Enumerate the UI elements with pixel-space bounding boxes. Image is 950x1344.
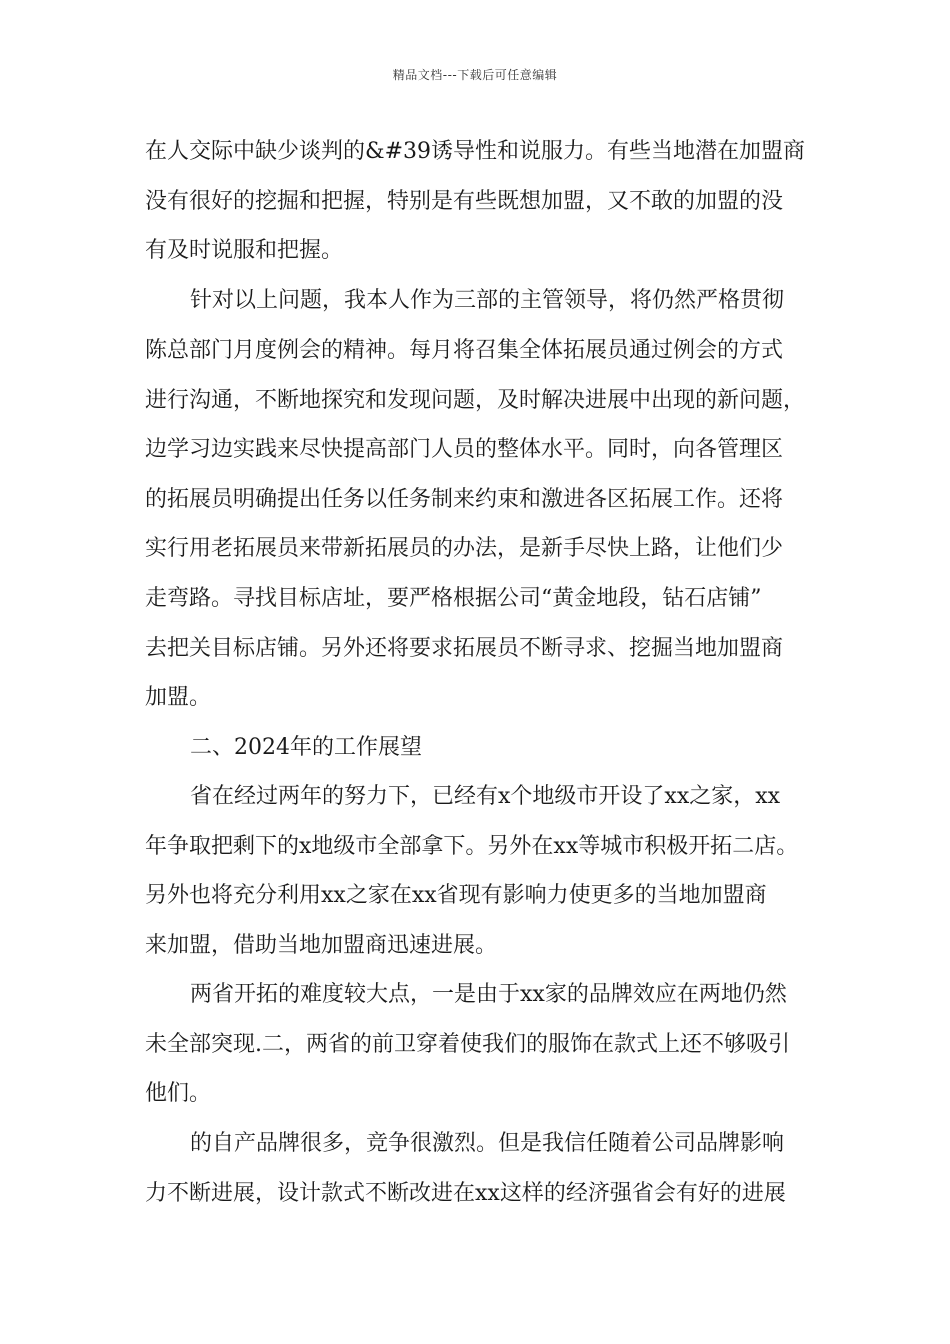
text-line: 边学习边实践来尽快提高部门人员的整体水平。同时，向各管理区 <box>145 437 784 462</box>
text-line: 另外也将充分利用xx之家在xx省现有影响力使更多的当地加盟商 <box>145 883 767 908</box>
text-line: 没有很好的挖掘和把握，特别是有些既想加盟，又不敢的加盟的没 <box>145 189 784 214</box>
text-line: 的自产品牌很多，竞争很激烈。但是我信任随着公司品牌影响 <box>190 1131 785 1156</box>
text-line: 针对以上问题，我本人作为三部的主管领导，将仍然严格贯彻 <box>190 288 785 313</box>
text-line: 进行沟通，不断地探究和发现问题，及时解决进展中出现的新问题， <box>145 388 806 413</box>
text-line: 省在经过两年的努力下，已经有x个地级市开设了xx之家，xx <box>190 784 781 809</box>
text-line: 走弯路。寻找目标店址，要严格根据公司“黄金地段，钻石店铺” <box>145 586 762 611</box>
text-line: 未全部突现.二，两省的前卫穿着使我们的服饰在款式上还不够吸引 <box>145 1032 790 1057</box>
text-line: 实行用老拓展员来带新拓展员的办法，是新手尽快上路，让他们少 <box>145 536 784 561</box>
text-line: 陈总部门月度例会的精神。每月将召集全体拓展员通过例会的方式 <box>145 338 784 363</box>
text-line: 去把关目标店铺。另外还将要求拓展员不断寻求、挖掘当地加盟商 <box>145 636 784 661</box>
text-line: 他们。 <box>145 1081 212 1106</box>
text-line: 年争取把剩下的x地级市全部拿下。另外在xx等城市积极开拓二店。 <box>145 834 799 859</box>
text-line: 来加盟，借助当地加盟商迅速进展。 <box>145 933 498 958</box>
text-line: 力不断进展，设计款式不断改进在xx这样的经济强省会有好的进展 <box>145 1181 786 1206</box>
section-heading: 二、2024年的工作展望 <box>190 735 422 760</box>
text-line: 加盟。 <box>145 685 212 710</box>
text-line: 有及时说服和把握。 <box>145 238 344 263</box>
page-header: 精品文档---下载后可任意编辑 <box>392 68 558 82</box>
text-line: 两省开拓的难度较大点，一是由于xx家的品牌效应在两地仍然 <box>190 982 787 1007</box>
text-line: 的拓展员明确提出任务以任务制来约束和激进各区拓展工作。还将 <box>145 487 784 512</box>
text-line: 在人交际中缺少谈判的&#39诱导性和说服力。有些当地潜在加盟商 <box>145 139 806 164</box>
